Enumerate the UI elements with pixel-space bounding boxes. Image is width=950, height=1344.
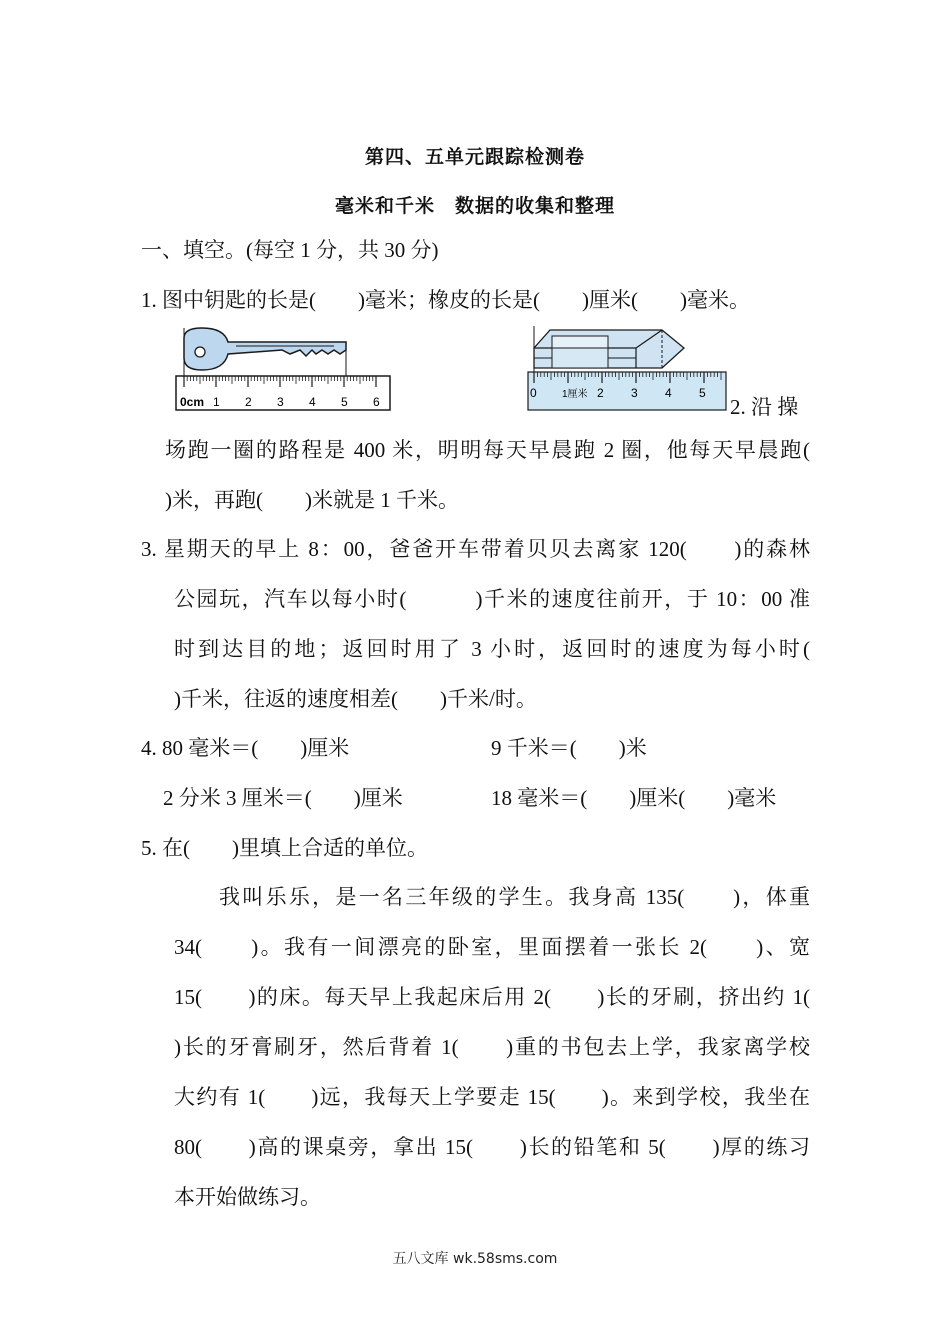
- key-ruler-label-6: 6: [373, 395, 380, 409]
- footer-watermark: 五八文库 wk.58sms.com: [392, 1251, 558, 1267]
- question-2-line-1: 场跑一圈的路程是 400 米，明明每天早晨跑 2 圈，他每天早晨跑(: [165, 438, 810, 462]
- key-ruler-label-0: 0cm: [180, 395, 205, 409]
- question-5-line-7: 本开始做练习。: [174, 1185, 321, 1209]
- eraser-icon: [534, 330, 684, 368]
- question-3-line-2: 公园玩，汽车以每小时( )千米的速度往前开，于 10：00 准: [174, 587, 810, 611]
- key-ruler-label-1: 1: [213, 395, 220, 409]
- eraser-ruler-label-1: 1厘米: [562, 389, 588, 400]
- eraser-ruler: [528, 372, 726, 410]
- page-subtitle: 毫米和千米 数据的收集和整理: [334, 195, 615, 217]
- section-heading: 一、填空。(每空 1 分，共 30 分): [141, 238, 439, 262]
- question-4-c: 2 分米 3 厘米＝( )厘米: [163, 786, 403, 810]
- key-ruler-label-4: 4: [309, 395, 316, 409]
- key-ruler-label-5: 5: [341, 395, 348, 409]
- question-5-line-1: 我叫乐乐，是一名三年级的学生。我身高 135( )，体重: [219, 885, 810, 909]
- eraser-ruler-label-0: 0: [530, 386, 537, 400]
- key-ruler-label-3: 3: [277, 395, 284, 409]
- eraser-ruler-figure: [526, 324, 730, 414]
- question-3-line-3: 时到达目的地；返回时用了 3 小时，返回时的速度为每小时(: [174, 637, 810, 661]
- question-3-line-4: )千米，往返的速度相差( )千米/时。: [174, 687, 537, 711]
- question-5-line-5: 大约有 1( )远，我每天上学要走 15( )。来到学校，我坐在: [174, 1085, 810, 1109]
- question-4-b: 9 千米＝( )米: [491, 736, 647, 760]
- page-title: 第四、五单元跟踪检测卷: [364, 146, 585, 168]
- eraser-ruler-label-4: 4: [665, 386, 672, 400]
- key-ruler-figure: [174, 324, 394, 414]
- key-icon: [184, 328, 346, 370]
- question-5-heading: 5. 在( )里填上合适的单位。: [141, 836, 428, 860]
- question-5-line-6: 80( )高的课桌旁，拿出 15( )长的铅笔和 5( )厚的练习: [174, 1135, 810, 1159]
- eraser-ruler-label-5: 5: [699, 386, 706, 400]
- question-2-line-2: )米，再跑( )米就是 1 千米。: [165, 488, 459, 512]
- question-2-start: 2. 沿 操: [730, 395, 799, 419]
- key-ruler-label-2: 2: [245, 395, 252, 409]
- question-1: 1. 图中钥匙的长是( )毫米；橡皮的长是( )厘米( )毫米。: [141, 288, 750, 312]
- eraser-ruler-label-3: 3: [631, 386, 638, 400]
- question-5-line-4: )长的牙膏刷牙，然后背着 1( )重的书包去上学，我家离学校: [174, 1035, 810, 1059]
- question-4-a: 4. 80 毫米＝( )厘米: [141, 736, 350, 760]
- question-3-line-1: 3. 星期天的早上 8：00，爸爸开车带着贝贝去离家 120( )的森林: [141, 537, 810, 561]
- question-4-d: 18 毫米＝( )厘米( )毫米: [491, 786, 777, 810]
- question-5-line-3: 15( )的床。每天早上我起床后用 2( )长的牙刷，挤出约 1(: [174, 985, 810, 1009]
- question-5-line-2: 34( )。我有一间漂亮的卧室，里面摆着一张长 2( )、宽: [174, 935, 810, 959]
- eraser-ruler-label-2: 2: [597, 386, 604, 400]
